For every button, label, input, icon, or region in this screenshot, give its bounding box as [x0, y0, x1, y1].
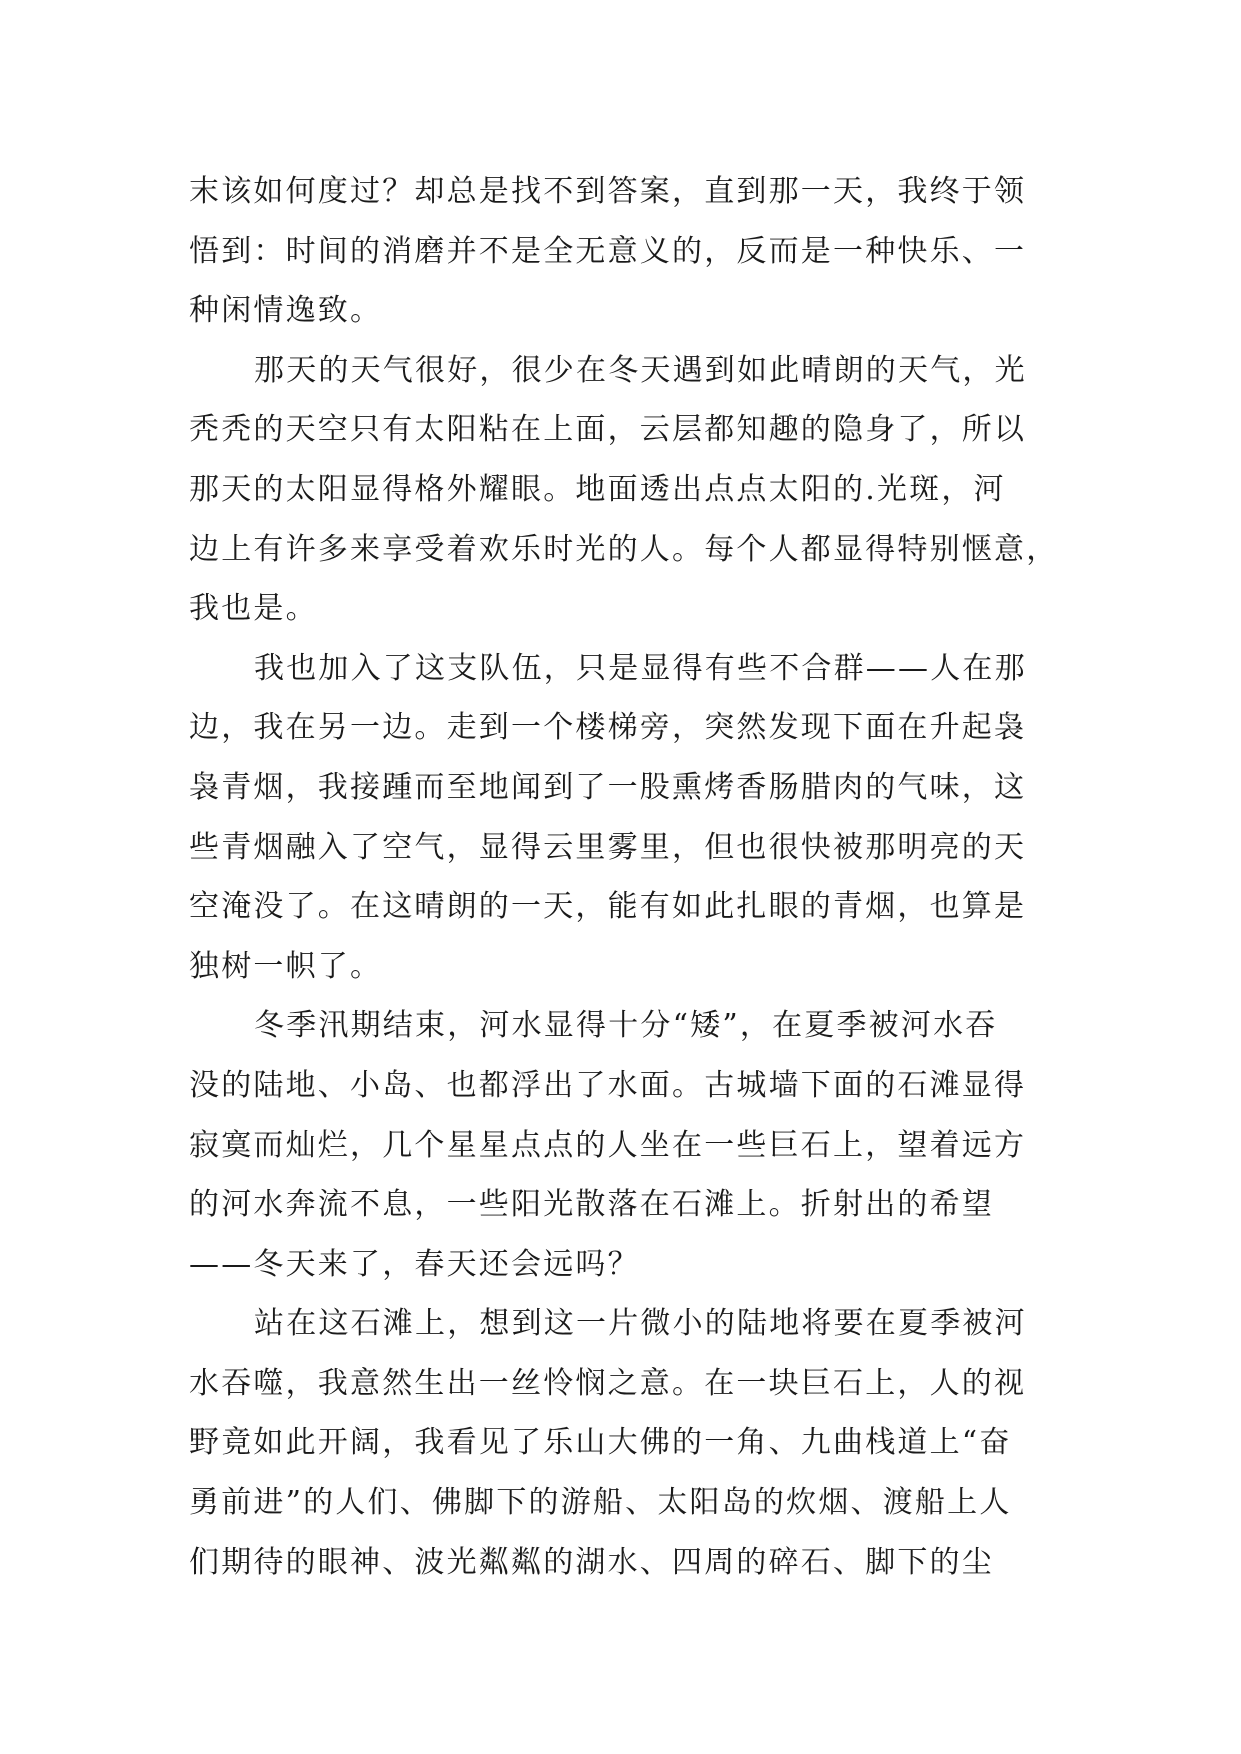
text-line: 悟到：时间的消磨并不是全无意义的，反而是一种快乐、一 — [189, 233, 1027, 269]
text-line: 我也是。 — [189, 591, 318, 627]
text-line: 边上有许多来享受着欢乐时光的人。每个人都显得特别惬意， — [189, 531, 1059, 567]
text-line: 勇前进”的人们、佛脚下的游船、太阳岛的炊烟、渡船上人 — [189, 1485, 1012, 1521]
text-line: 秃秃的天空只有太阳粘在上面，云层都知趣的隐身了，所以 — [189, 412, 1027, 448]
text-line: 边，我在另一边。走到一个楼梯旁，突然发现下面在升起袅 — [189, 710, 1027, 746]
text-line: 站在这石滩上，想到这一片微小的陆地将要在夏季被河 — [254, 1306, 1027, 1342]
text-line: 野竟如此开阔，我看见了乐山大佛的一角、九曲栈道上“奋 — [189, 1425, 1012, 1461]
body-text — [189, 162, 1059, 1592]
text-line: 那天的天气很好，很少在冬天遇到如此晴朗的天气，光 — [254, 352, 1027, 388]
text-line: 些青烟融入了空气，显得云里雾里，但也很快被那明亮的天 — [189, 829, 1027, 865]
text-line: ——冬天来了，春天还会远吗？ — [189, 1246, 640, 1282]
text-line: 没的陆地、小岛、也都浮出了水面。古城墙下面的石滩显得 — [189, 1067, 1027, 1103]
text-line: 空淹没了。在这晴朗的一天，能有如此扎眼的青烟，也算是 — [189, 889, 1027, 925]
text-line: 寂寞而灿烂，几个星星点点的人坐在一些巨石上，望着远方 — [189, 1127, 1027, 1163]
text-line: 独树一帜了。 — [189, 948, 383, 984]
text-line: 末该如何度过？却总是找不到答案，直到那一天，我终于领 — [189, 174, 1027, 209]
text-line: 的河水奔流不息，一些阳光散落在石滩上。折射出的希望 — [189, 1187, 994, 1223]
text-line: 水吞噬，我意然生出一丝怜悯之意。在一块巨石上，人的视 — [189, 1365, 1027, 1401]
text-line: 种闲情逸致。 — [189, 293, 383, 329]
text-line: 们期待的眼神、波光粼粼的湖水、四周的碎石、脚下的尘 — [189, 1544, 994, 1580]
text-line: 我也加入了这支队伍，只是显得有些不合群——人在那 — [254, 650, 1027, 686]
text-line: 那天的太阳显得格外耀眼。地面透出点点太阳的.光斑，河 — [189, 471, 1006, 507]
text-line: 冬季汛期结束，河水显得十分“矮”，在夏季被河水吞 — [254, 1008, 998, 1044]
text-line: 袅青烟，我接踵而至地闻到了一股熏烤香肠腊肉的气味，这 — [189, 769, 1027, 805]
